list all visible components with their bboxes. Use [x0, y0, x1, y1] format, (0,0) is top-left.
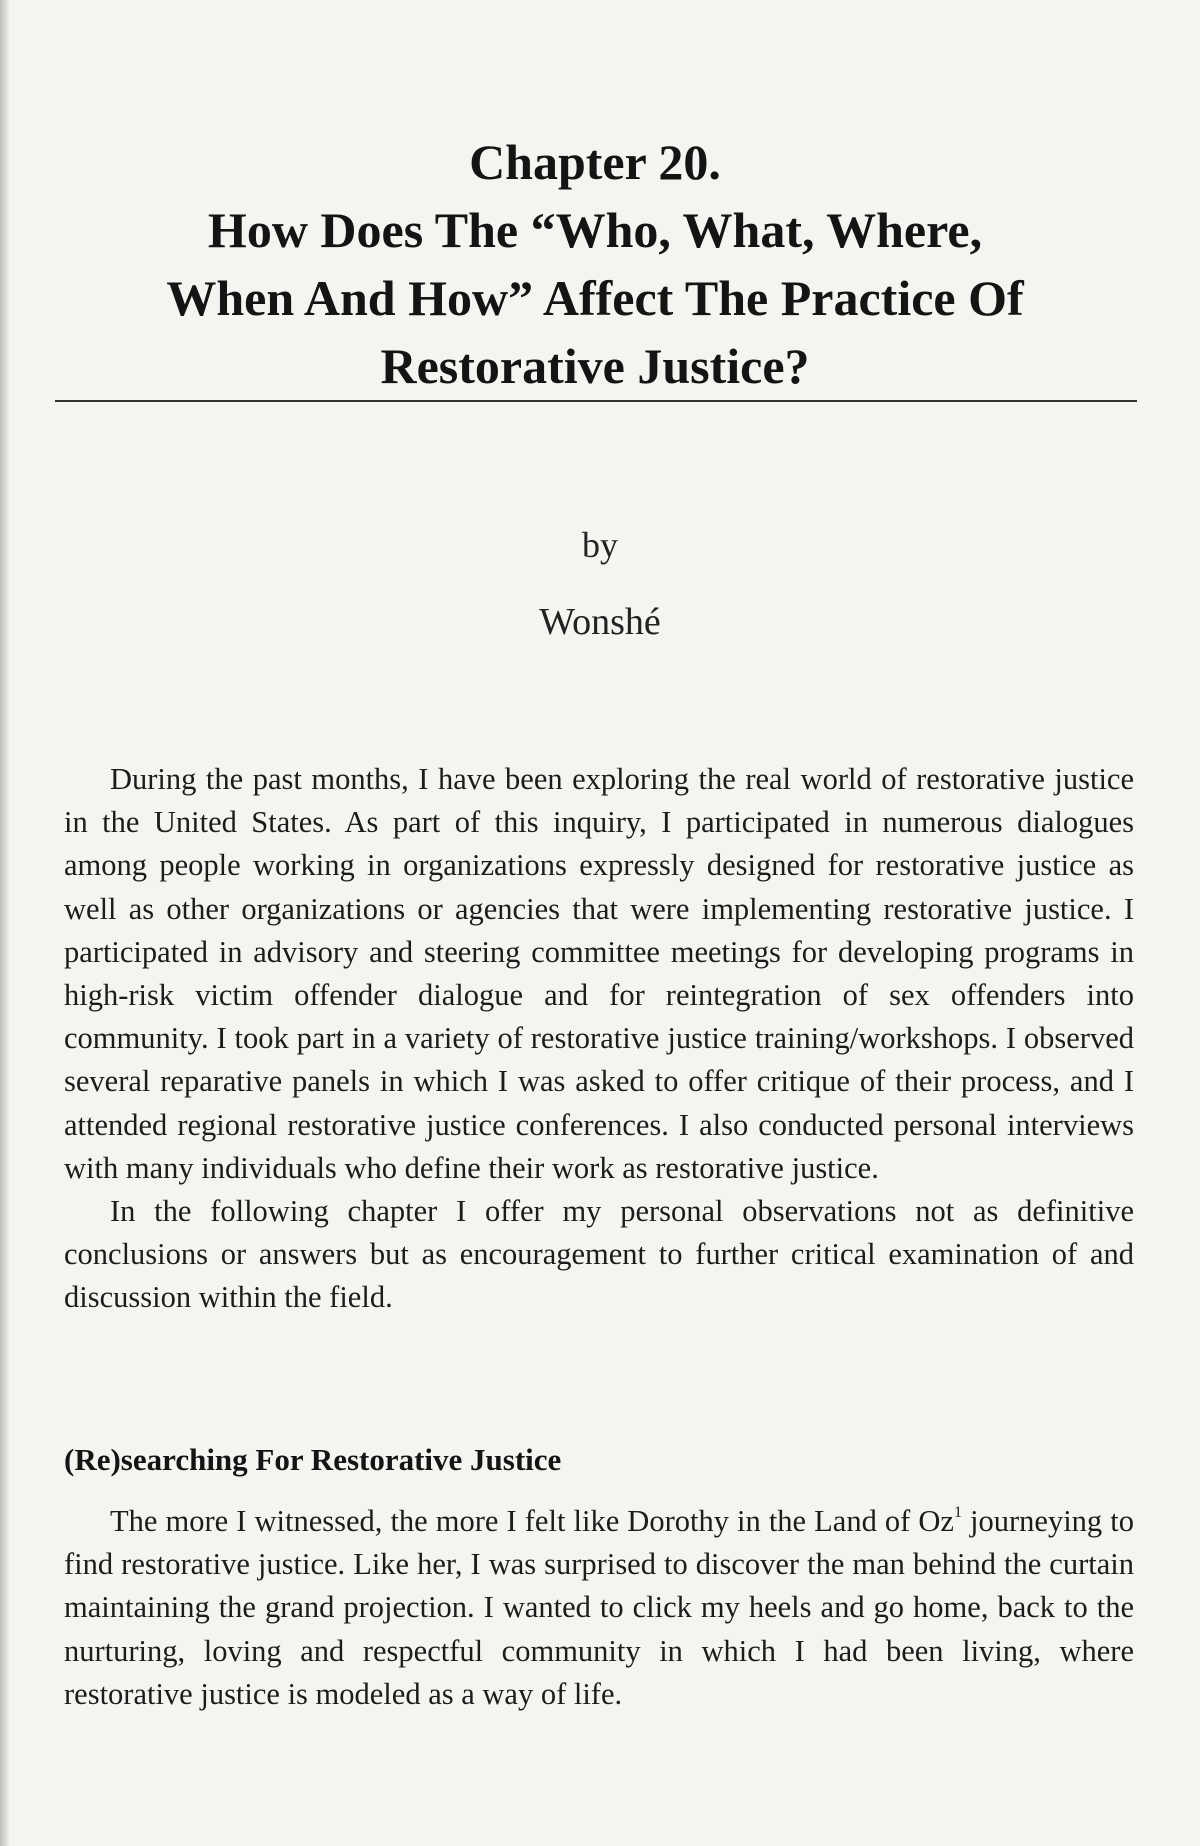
chapter-title-line: Chapter 20. [469, 134, 721, 190]
scan-edge-shadow [0, 0, 10, 1846]
author-name: Wonshé [539, 601, 661, 643]
chapter-title-line: How Does The “Who, What, Where, [207, 202, 983, 258]
chapter-title-line: Restorative Justice? [380, 338, 810, 394]
title-divider [55, 400, 1137, 402]
section-paragraph [64, 1500, 1134, 1716]
section-paragraph-end: journeying to find restorative justice. Like her, I was surprised to discover the man behind the curtain maintaining the grand projection. I wanted to click my heels and go home, back to the nurturing, loving and respectful community in which I had been living, where restorative justice is modeled as a way of life. [64, 1504, 1134, 1711]
chapter-title-line: When And How” Affect The Practice Of [166, 270, 1024, 326]
section-paragraph-start: The more I witnessed, the more I felt like Dorothy in the Land of Oz [110, 1504, 954, 1538]
intro-text [64, 758, 1134, 1320]
footnote-marker[interactable]: 1 [953, 1504, 962, 1521]
intro-paragraph: In the following chapter I offer my personal observations not as definitive conclusions or answers but as encouragement to further critical examination of and discussion within the field. [64, 1194, 1134, 1315]
chapter-title [55, 128, 1135, 400]
byline-by: by [582, 525, 618, 565]
intro-paragraph: During the past months, I have been exploring the real world of restorative justice in the United States. As part of this inquiry, I participated in numerous dialogues among people working in organizations expressly designed for restorative justice as well as other organizations or agencies that were implementing restorative justice. I participated in advisory and steering committee meetings for developing programs in high-risk victim offender dialogue and for reintegration of sex offenders into community. I took part in a variety of restorative justice training/workshops. I observed several reparative panels in which I was asked to offer critique of their process, and I attended regional restorative justice conferences. I also conducted personal interviews with many individuals who define their work as restorative justice. [64, 762, 1134, 1185]
section-text [64, 1500, 1134, 1716]
section-heading: (Re)searching For Restorative Justice [64, 1442, 562, 1477]
